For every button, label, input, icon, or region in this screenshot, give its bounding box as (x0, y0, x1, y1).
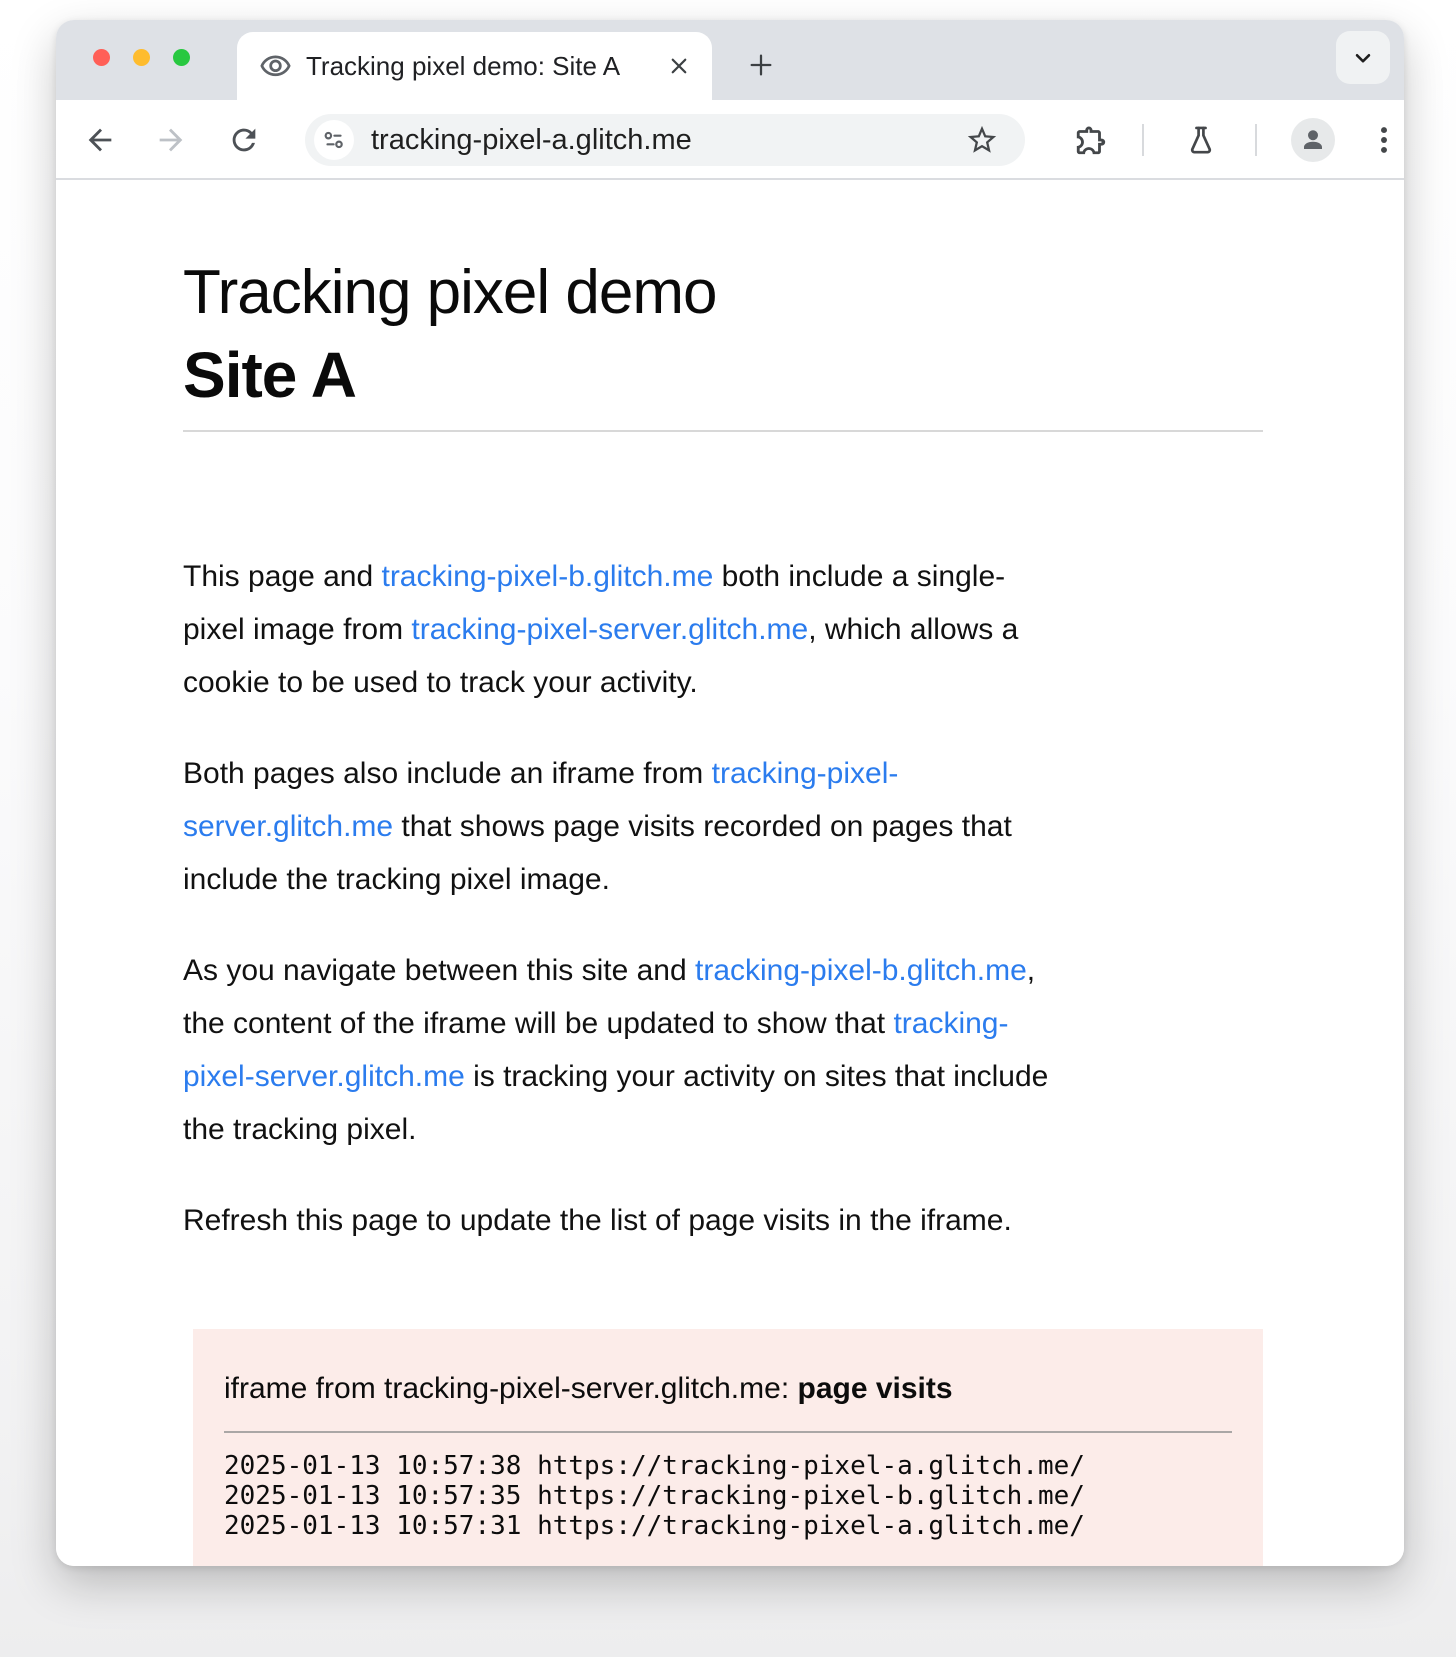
bookmark-button[interactable] (965, 123, 999, 157)
close-tab-icon[interactable] (664, 51, 694, 81)
text-line (183, 853, 1263, 906)
text-line (183, 1194, 1263, 1247)
text-line (183, 1103, 1263, 1156)
text: Refresh this page to update the list of page visits in the iframe. (183, 1204, 1012, 1237)
experiments-button[interactable] (1184, 123, 1218, 157)
tab-search-button[interactable] (1336, 31, 1390, 84)
text: This page and (183, 560, 382, 593)
log-entry: 2025-01-13 10:57:38 https://tracking-pixel-a.glitch.me/ (224, 1451, 1085, 1481)
browser-toolbar (56, 100, 1404, 180)
iframe-heading (224, 1369, 1232, 1409)
browser-window (56, 20, 1404, 1566)
extensions-button[interactable] (1074, 123, 1108, 157)
reload-button[interactable] (227, 123, 261, 157)
page-content (56, 182, 1404, 1566)
toolbar-divider (1142, 124, 1144, 156)
link[interactable]: tracking-pixel-b.glitch.me (381, 560, 714, 593)
menu-button[interactable] (1367, 123, 1401, 157)
text-line (183, 656, 1263, 709)
paragraph (183, 944, 1263, 1156)
text-line (183, 603, 1263, 656)
text-line (183, 1050, 1263, 1103)
tab-strip (56, 20, 1404, 100)
text: the tracking pixel. (183, 1113, 417, 1146)
link[interactable]: tracking-pixel- (711, 757, 899, 790)
new-tab-button[interactable] (738, 42, 784, 88)
toolbar-divider (1255, 124, 1257, 156)
text: both include a single- (713, 560, 1006, 593)
link[interactable]: server.glitch.me (183, 810, 394, 843)
text: , (1026, 954, 1036, 987)
page-title-line1: Tracking pixel demo (183, 258, 717, 327)
text: , which allows a (808, 613, 1019, 646)
link[interactable]: pixel-server.glitch.me (183, 1060, 465, 1093)
site-info-icon (321, 127, 347, 153)
profile-button[interactable] (1291, 118, 1335, 162)
text-line (183, 997, 1263, 1050)
link[interactable]: tracking-pixel-server.glitch.me (411, 613, 809, 646)
text: As you navigate between this site and (183, 954, 695, 987)
url-text: tracking-pixel-a.glitch.me (371, 123, 692, 156)
paragraph (183, 747, 1263, 906)
page-visit-log (224, 1451, 1232, 1541)
text-line (183, 800, 1263, 853)
tab-title: Tracking pixel demo: Site A (306, 50, 621, 81)
text-line (183, 747, 1263, 800)
tab-tracking-pixel-demo[interactable] (237, 32, 712, 100)
kebab-icon (1367, 123, 1401, 157)
forward-button[interactable] (154, 123, 188, 157)
log-entry: 2025-01-13 10:57:31 https://tracking-pixel-a.glitch.me/ (224, 1511, 1085, 1541)
iframe-heading-text: iframe from tracking-pixel-server.glitch.me: (224, 1372, 798, 1405)
link[interactable]: tracking- (893, 1007, 1009, 1040)
paragraph (183, 1194, 1263, 1247)
flask-icon (1184, 123, 1218, 157)
star-icon (965, 123, 999, 157)
iframe-horizontal-rule (224, 1431, 1232, 1433)
paragraphs (183, 550, 1263, 1247)
log-entry: 2025-01-13 10:57:35 https://tracking-pixel-b.glitch.me/ (224, 1481, 1085, 1511)
text: Both pages also include an iframe from (183, 757, 712, 790)
address-bar[interactable] (305, 114, 1025, 166)
eye-icon (259, 50, 292, 83)
text-line (183, 550, 1263, 603)
page-title (183, 252, 1404, 416)
minimize-window-button[interactable] (133, 49, 150, 66)
horizontal-rule (183, 430, 1263, 432)
back-button[interactable] (83, 123, 117, 157)
text: that shows page visits recorded on pages that (393, 810, 1012, 843)
paragraph (183, 550, 1263, 709)
page-title-line2: Site A (183, 339, 356, 411)
text-line (183, 944, 1263, 997)
iframe-heading-bold: page visits (797, 1372, 953, 1405)
avatar-icon (1298, 125, 1328, 155)
text: cookie to be used to track your activity. (183, 666, 698, 699)
puzzle-icon (1074, 123, 1108, 157)
link[interactable]: tracking-pixel-b.glitch.me (695, 954, 1027, 987)
text: pixel image from (183, 613, 412, 646)
close-window-button[interactable] (93, 49, 110, 66)
zoom-window-button[interactable] (173, 49, 190, 66)
tracking-iframe (193, 1329, 1263, 1566)
chevron-down-icon (1350, 45, 1376, 71)
text: is tracking your activity on sites that include (464, 1060, 1049, 1093)
site-settings-button[interactable] (314, 120, 354, 160)
text: include the tracking pixel image. (183, 863, 610, 896)
text: the content of the iframe will be updated to show that (183, 1007, 894, 1040)
